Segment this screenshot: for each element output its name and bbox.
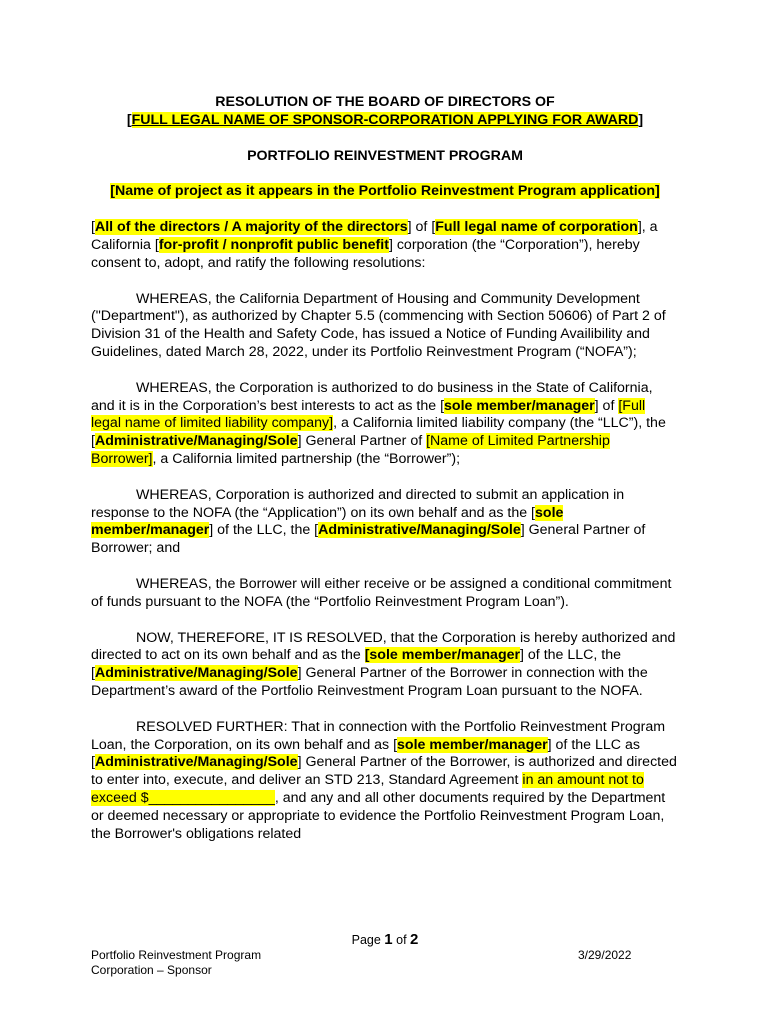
resolved-paragraph-2: RESOLVED FURTHER: That in connection with the Portfolio Reinvestment Program Loan, the Corporation, on its own behalf and as [sole member/manager] of the LLC as [Administrative/Managing/Sole] General Partner of the Borrower, is authorized and directed to enter into, execute, and deliver an STD 213, Standard Agreement in an amount not to exceed $________________, and any and all other documents required by the Department or deemed necessary or appropriate to evidence the Portfolio Reinvestment Program Loan, the Borrower's obligations related — [91, 718, 677, 842]
footer-program: Portfolio Reinvestment Program — [91, 948, 262, 962]
whereas-paragraph-2: WHEREAS, the Corporation is authorized to do business in the State of California, and it is in the Corporation’s best interests to act as the [sole member/manager] of [Full legal name of limited liability company], a California limited liability company (the “LLC”), the [Administrative/Managing/Sole] General Partner of [Name of Limited Partnership Borrower], a California limited partnership (the “Borrower”); — [91, 379, 666, 467]
project-name-placeholder: [Name of project as it appears in the Portfolio Reinvestment Program application] — [110, 183, 660, 200]
sponsor-name-placeholder: FULL LEGAL NAME OF SPONSOR-CORPORATION APPLYING FOR AWARD — [131, 111, 639, 128]
footer-date: 3/29/2022 — [578, 948, 632, 962]
footer-left — [91, 948, 261, 978]
whereas-paragraph-4: WHEREAS, the Borrower will either receive or be assigned a conditional commitment of funds pursuant to the NOFA (the “Portfolio Reinvestment Program Loan”). — [91, 575, 672, 610]
intro-paragraph: [All of the directors / A majority of the directors] of [Full legal name of corporation], a California [for-profit / nonprofit public benefit] corporation (the “Corporation”), hereby consent to, adopt, and ratify the following resolutions: — [91, 219, 658, 271]
footer-sponsor: Corporation – Sponsor — [91, 963, 212, 977]
title-line-1: RESOLUTION OF THE BOARD OF DIRECTORS OF — [215, 94, 555, 110]
page-number: Page 1 of 2 — [351, 931, 419, 948]
program-name: PORTFOLIO REINVESTMENT PROGRAM — [247, 147, 523, 164]
whereas-paragraph-1: WHEREAS, the California Department of Housing and Community Development ("Department"), as authorized by Chapter 5.5 (commencing with Section 50606) of Part 2 of Division 31 of the Health and Safety Code, has issued a Notice of Funding Availibility and Guidelines, dated March 28, 2022, under its Portfolio Reinvestment Program (“NOFA”); — [91, 290, 666, 360]
document-body — [91, 94, 679, 843]
whereas-paragraph-3: WHEREAS, Corporation is authorized and directed to submit an application in response to the NOFA (the “Application”) on its own behalf and as the [sole member/manager] of the LLC, the [Administrative/Managing/Sole] General Partner of Borrower; and — [91, 486, 646, 557]
resolution-title: RESOLUTION OF THE BOARD OF DIRECTORS OF [FULL LEGAL NAME OF SPONSOR-CORPORATION APPLYING FOR AWARD] — [126, 94, 644, 128]
resolved-paragraph-1: NOW, THEREFORE, IT IS RESOLVED, that the Corporation is hereby authorized and directed to act on its own behalf and as the [sole member/manager] of the LLC, the [Administrative/Managing/Sole] General Partner of the Borrower in connection with the Department’s award of the Portfolio Reinvestment Program Loan pursuant to the NOFA. — [91, 629, 676, 699]
